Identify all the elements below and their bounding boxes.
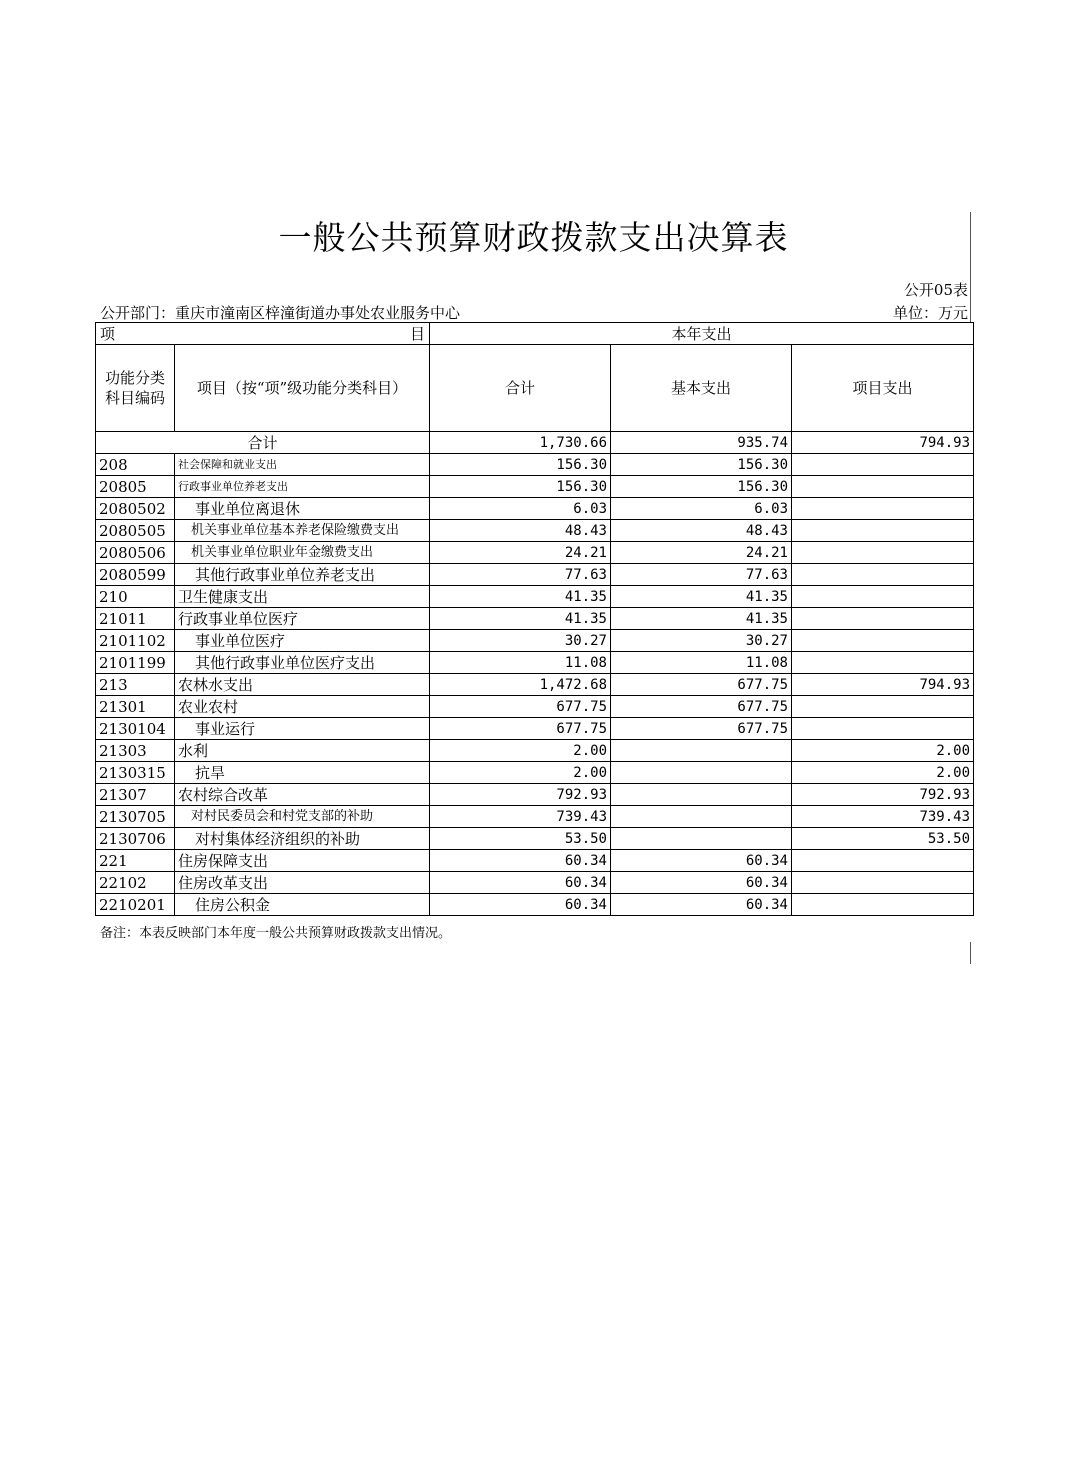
table-row [96,740,974,762]
row-total: 1,472.68 [430,674,611,696]
table-row [96,476,974,498]
name-column-header: 项目（按“项”级功能分类科目） [175,345,430,432]
row-basic: 6.03 [611,498,792,520]
row-basic: 30.27 [611,630,792,652]
row-basic: 677.75 [611,674,792,696]
row-total: 53.50 [430,828,611,850]
row-project [792,520,974,542]
row-name: 行政事业单位医疗 [175,608,430,630]
row-name: 其他行政事业单位医疗支出 [175,652,430,674]
form-number: 公开05表 [903,281,968,299]
table-row [96,630,974,652]
expenditure-table [95,322,974,916]
table-row [96,762,974,784]
row-name: 水利 [175,740,430,762]
row-code: 210 [96,586,175,608]
row-basic: 11.08 [611,652,792,674]
total-row-basic: 935.74 [611,432,792,454]
page-title: 一般公共预算财政拨款支出决算表 [278,218,789,257]
row-basic: 60.34 [611,894,792,916]
row-name: 社会保障和就业支出 [175,454,430,476]
row-total: 11.08 [430,652,611,674]
row-code: 2101199 [96,652,175,674]
row-code: 208 [96,454,175,476]
total-row-label: 合计 [96,432,430,454]
row-total: 677.75 [430,696,611,718]
row-code: 21307 [96,784,175,806]
row-name: 住房改革支出 [175,872,430,894]
row-project: 2.00 [792,740,974,762]
row-project [792,498,974,520]
row-code: 2210201 [96,894,175,916]
row-code: 21301 [96,696,175,718]
row-code: 2130705 [96,806,175,828]
row-basic: 677.75 [611,696,792,718]
row-project [792,630,974,652]
row-name: 卫生健康支出 [175,586,430,608]
row-name: 事业运行 [175,718,430,740]
row-basic: 77.63 [611,564,792,586]
row-name: 住房公积金 [175,894,430,916]
row-total: 156.30 [430,454,611,476]
table-row [96,696,974,718]
row-basic [611,740,792,762]
row-basic: 24.21 [611,542,792,564]
row-total: 156.30 [430,476,611,498]
row-basic: 60.34 [611,872,792,894]
row-project [792,872,974,894]
row-name: 农林水支出 [175,674,430,696]
table-row [96,828,974,850]
table-row [96,894,974,916]
row-code: 2080506 [96,542,175,564]
row-name: 住房保障支出 [175,850,430,872]
row-code: 21303 [96,740,175,762]
row-total: 30.27 [430,630,611,652]
row-code: 2080502 [96,498,175,520]
row-total: 677.75 [430,718,611,740]
table-row [96,520,974,542]
current-year-header: 本年支出 [430,323,974,345]
row-basic: 41.35 [611,608,792,630]
row-name: 行政事业单位养老支出 [175,476,430,498]
row-project [792,454,974,476]
row-total: 48.43 [430,520,611,542]
table-row [96,652,974,674]
row-code: 2130104 [96,718,175,740]
row-total: 77.63 [430,564,611,586]
table-row [96,498,974,520]
row-project: 739.43 [792,806,974,828]
row-project [792,696,974,718]
table-row [96,608,974,630]
table-row [96,850,974,872]
row-code: 2130315 [96,762,175,784]
row-project [792,894,974,916]
row-total: 2.00 [430,762,611,784]
project-column-header: 项目支出 [792,345,974,432]
row-name: 机关事业单位基本养老保险缴费支出 [175,520,430,542]
row-basic: 41.35 [611,586,792,608]
row-code: 21011 [96,608,175,630]
item-header-cell [96,323,430,345]
row-name: 对村民委员会和村党支部的补助 [175,806,430,828]
total-row-total: 1,730.66 [430,432,611,454]
row-project: 53.50 [792,828,974,850]
header-row-2 [96,345,974,432]
row-name: 农村综合改革 [175,784,430,806]
row-total: 792.93 [430,784,611,806]
row-project [792,850,974,872]
row-basic [611,762,792,784]
right-border-line-bottom [970,942,971,964]
table-row [96,718,974,740]
table-row [96,454,974,476]
row-basic: 60.34 [611,850,792,872]
basic-column-header: 基本支出 [611,345,792,432]
row-project [792,586,974,608]
table-row [96,542,974,564]
total-row [96,432,974,454]
total-row-project: 794.93 [792,432,974,454]
row-basic [611,828,792,850]
row-basic: 48.43 [611,520,792,542]
row-total: 2.00 [430,740,611,762]
row-name: 其他行政事业单位养老支出 [175,564,430,586]
row-basic: 156.30 [611,476,792,498]
row-basic: 156.30 [611,454,792,476]
header-row-1 [96,323,974,345]
row-code: 20805 [96,476,175,498]
total-column-header: 合计 [430,345,611,432]
row-code: 2101102 [96,630,175,652]
row-name: 抗旱 [175,762,430,784]
department-label: 公开部门：重庆市潼南区梓潼街道办事处农业服务中心 [100,304,461,322]
row-code: 2080505 [96,520,175,542]
row-project: 794.93 [792,674,974,696]
row-total: 41.35 [430,586,611,608]
row-code: 2080599 [96,564,175,586]
row-code: 22102 [96,872,175,894]
row-project [792,564,974,586]
row-total: 41.35 [430,608,611,630]
row-name: 事业单位离退休 [175,498,430,520]
row-name: 对村集体经济组织的补助 [175,828,430,850]
row-name: 农业农村 [175,696,430,718]
footnote: 备注：本表反映部门本年度一般公共预算财政拨款支出情况。 [100,926,452,941]
row-total: 60.34 [430,872,611,894]
row-total: 60.34 [430,894,611,916]
table-row [96,674,974,696]
row-project [792,608,974,630]
row-project [792,542,974,564]
unit-label: 单位：万元 [892,304,968,322]
table-row [96,784,974,806]
table-row [96,806,974,828]
row-name: 事业单位医疗 [175,630,430,652]
item-header-left: 项 [100,324,116,343]
row-code: 213 [96,674,175,696]
item-header-right: 目 [409,324,425,343]
table-row [96,872,974,894]
row-project: 2.00 [792,762,974,784]
row-basic [611,784,792,806]
table-row [96,586,974,608]
row-project [792,476,974,498]
row-total: 739.43 [430,806,611,828]
row-basic: 677.75 [611,718,792,740]
row-code: 2130706 [96,828,175,850]
row-basic [611,806,792,828]
row-total: 24.21 [430,542,611,564]
row-project: 792.93 [792,784,974,806]
row-project [792,652,974,674]
row-name: 机关事业单位职业年金缴费支出 [175,542,430,564]
row-total: 60.34 [430,850,611,872]
row-total: 6.03 [430,498,611,520]
row-code: 221 [96,850,175,872]
row-project [792,718,974,740]
table-row [96,564,974,586]
code-column-header: 功能分类科目编码 [96,345,175,432]
